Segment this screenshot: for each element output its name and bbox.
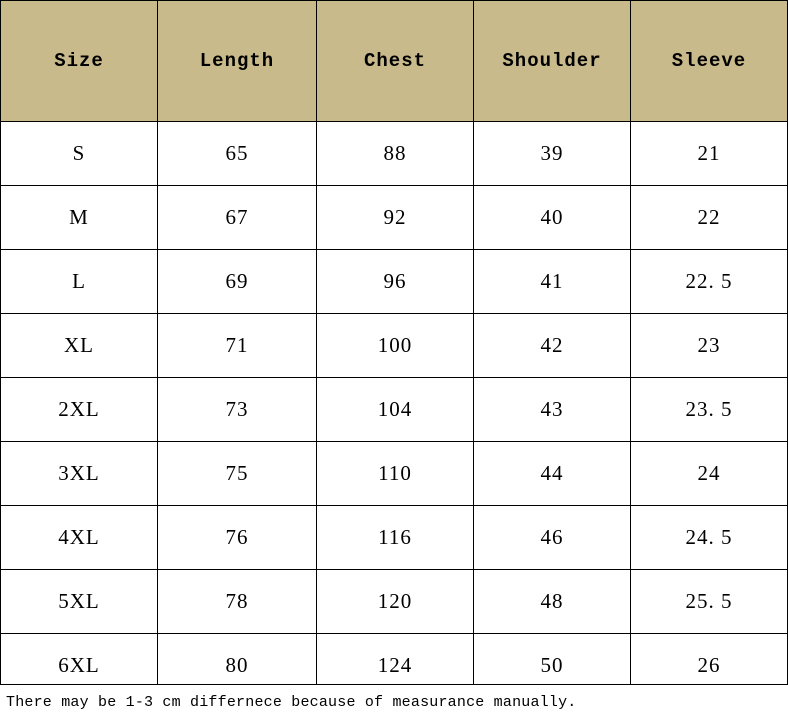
- cell-size: L: [1, 250, 158, 314]
- cell-length: 69: [158, 250, 317, 314]
- cell-shoulder: 43: [474, 378, 631, 442]
- cell-shoulder: 39: [474, 122, 631, 186]
- cell-chest: 124: [317, 634, 474, 698]
- cell-sleeve: 23: [631, 314, 788, 378]
- cell-chest: 88: [317, 122, 474, 186]
- cell-length: 76: [158, 506, 317, 570]
- cell-length: 67: [158, 186, 317, 250]
- cell-sleeve: 23. 5: [631, 378, 788, 442]
- cell-size: XL: [1, 314, 158, 378]
- cell-length: 65: [158, 122, 317, 186]
- cell-chest: 96: [317, 250, 474, 314]
- table-row: [1, 378, 788, 442]
- cell-shoulder: 41: [474, 250, 631, 314]
- cell-size: 5XL: [1, 570, 158, 634]
- cell-shoulder: 50: [474, 634, 631, 698]
- cell-length: 78: [158, 570, 317, 634]
- column-header-shoulder: Shoulder: [474, 1, 631, 122]
- table-row: [1, 570, 788, 634]
- table-row: [1, 186, 788, 250]
- table-row: [1, 506, 788, 570]
- cell-shoulder: 44: [474, 442, 631, 506]
- cell-length: 75: [158, 442, 317, 506]
- cell-sleeve: 26: [631, 634, 788, 698]
- cell-sleeve: 22: [631, 186, 788, 250]
- table-row: [1, 442, 788, 506]
- table-row: [1, 314, 788, 378]
- column-header-size: Size: [1, 1, 158, 122]
- cell-size: 3XL: [1, 442, 158, 506]
- cell-size: 4XL: [1, 506, 158, 570]
- cell-shoulder: 40: [474, 186, 631, 250]
- table-row: [1, 122, 788, 186]
- column-header-sleeve: Sleeve: [631, 1, 788, 122]
- cell-sleeve: 24. 5: [631, 506, 788, 570]
- table-row: [1, 250, 788, 314]
- table-body: [1, 122, 788, 698]
- cell-sleeve: 21: [631, 122, 788, 186]
- cell-chest: 92: [317, 186, 474, 250]
- measurement-disclaimer: There may be 1-3 cm differnece because of measurance manually.: [0, 684, 788, 719]
- cell-shoulder: 46: [474, 506, 631, 570]
- cell-chest: 110: [317, 442, 474, 506]
- column-header-chest: Chest: [317, 1, 474, 122]
- cell-chest: 120: [317, 570, 474, 634]
- cell-size: M: [1, 186, 158, 250]
- cell-size: S: [1, 122, 158, 186]
- cell-chest: 100: [317, 314, 474, 378]
- cell-sleeve: 24: [631, 442, 788, 506]
- column-header-length: Length: [158, 1, 317, 122]
- cell-shoulder: 48: [474, 570, 631, 634]
- cell-shoulder: 42: [474, 314, 631, 378]
- cell-length: 80: [158, 634, 317, 698]
- cell-chest: 104: [317, 378, 474, 442]
- cell-length: 73: [158, 378, 317, 442]
- table-header: [1, 1, 788, 122]
- cell-chest: 116: [317, 506, 474, 570]
- cell-length: 71: [158, 314, 317, 378]
- header-row: [1, 1, 788, 122]
- cell-sleeve: 22. 5: [631, 250, 788, 314]
- cell-size: 6XL: [1, 634, 158, 698]
- cell-size: 2XL: [1, 378, 158, 442]
- cell-sleeve: 25. 5: [631, 570, 788, 634]
